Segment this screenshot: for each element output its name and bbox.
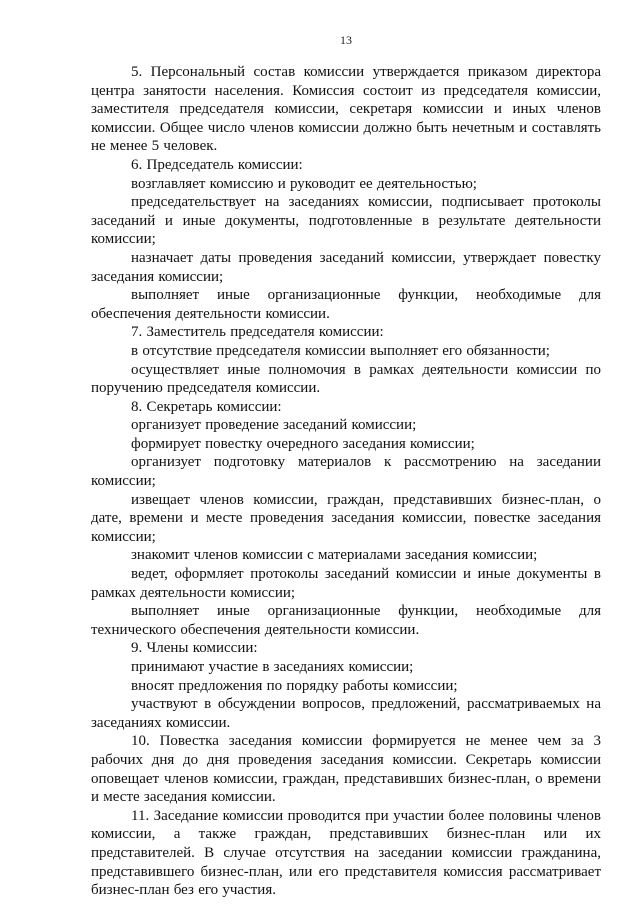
paragraph-9-item: принимают участие в заседаниях комиссии; bbox=[131, 659, 414, 675]
paragraph-6-item: председательствует на заседаниях комиссии, подписывает протоколы заседаний и иные документы, подготовленные в результате деятельности комиссии; bbox=[91, 194, 601, 248]
paragraph-8-item: знакомит членов комиссии с материалами заседания комиссии; bbox=[131, 547, 538, 564]
paragraph-6-item: возглавляет комиссию и руководит ее деятельностью; bbox=[131, 175, 477, 192]
paragraph-8-item: организует проведение заседаний комиссии; bbox=[131, 417, 417, 434]
paragraph-9-item: вносят предложения по порядку работы комиссии; bbox=[131, 677, 458, 694]
document-body bbox=[91, 63, 601, 900]
paragraph-8-item: выполняет иные организационные функции, необходимые для технического обеспечения деятельности комиссии. bbox=[91, 603, 601, 638]
paragraph-8-item: организует подготовку материалов к рассмотрению на заседании комиссии; bbox=[91, 454, 601, 490]
paragraph-7-heading: 7. Заместитель председателя комиссии: bbox=[131, 324, 384, 341]
paragraph-7-item: в отсутствие председателя комиссии выполняет его обязанности; bbox=[131, 342, 550, 359]
paragraph-6-heading: 6. Председатель комиссии: bbox=[131, 156, 303, 173]
paragraph-8-item: извещает членов комиссии, граждан, представивших бизнес-план, о дате, времени и месте проведения заседания комиссии, повестке заседания комиссии; bbox=[91, 491, 601, 545]
paragraph-5: 5. Персональный состав комиссии утверждается приказом директора центра занятости населения. Комиссия состоит из председателя комиссии, заместителя председателя комиссии, секретаря комиссии и иных членов комиссии. Общее число членов комиссии должно быть нечетным и составлять не менее 5 человек. bbox=[91, 64, 601, 155]
paragraph-8-item: ведет, оформляет протоколы заседаний комиссии и иные документы в рамках деятельности комиссии; bbox=[91, 566, 601, 601]
paragraph-11: 11. Заседание комиссии проводится при участии более половины членов комиссии, а также граждан, представивших бизнес-план или их представителей. В случае отсутствия на заседании комиссии гражданина, представившего бизнес-план, или его представителя комиссия рассматривает бизнес-план без его участия. bbox=[91, 807, 601, 899]
paragraph-9-item: участвуют в обсуждении вопросов, предложений, рассматриваемых на заседаниях комиссии. bbox=[91, 696, 601, 731]
paragraph-8-heading: 8. Секретарь комиссии: bbox=[131, 398, 282, 415]
page-number: 13 bbox=[340, 33, 352, 47]
paragraph-9-heading: 9. Члены комиссии: bbox=[131, 640, 258, 657]
paragraph-8-item: формирует повестку очередного заседания комиссии; bbox=[131, 435, 475, 452]
paragraph-10: 10. Повестка заседания комиссии формируется не менее чем за 3 рабочих дня до дня проведения заседания комиссии. Секретарь комиссии оповещает членов комиссии, граждан, представивших бизнес-план, о времени и месте заседания комиссии. bbox=[91, 733, 601, 806]
paragraph-6-item: выполняет иные организационные функции, необходимые для обеспечения деятельности комиссии. bbox=[91, 287, 601, 322]
paragraph-6-item: назначает даты проведения заседаний комиссии, утверждает повестку заседания комиссии; bbox=[91, 249, 601, 285]
paragraph-7-item: осуществляет иные полномочия в рамках деятельности комиссии по поручению председателя комиссии. bbox=[91, 361, 601, 397]
